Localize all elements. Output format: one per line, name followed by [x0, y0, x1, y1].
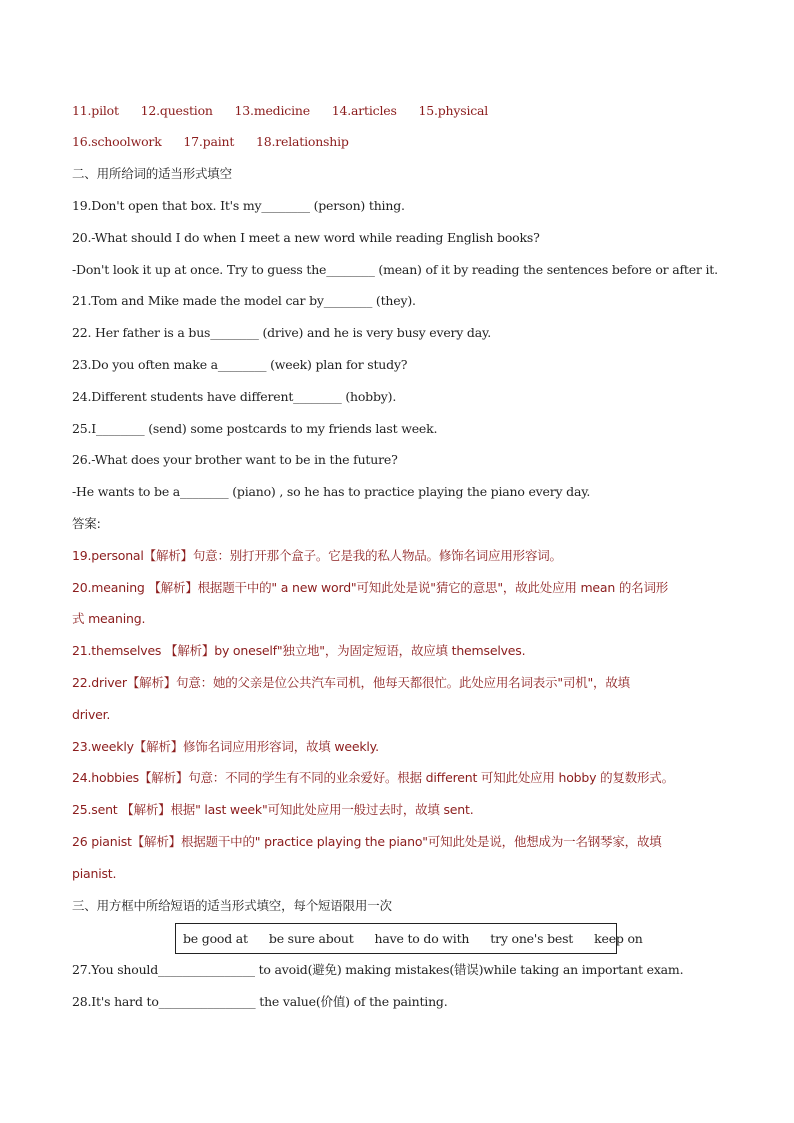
section-heading: 二、用所给词的适当形式填空: [72, 166, 232, 181]
phrase-item: have to do with: [374, 931, 470, 946]
answer-item: 18.relationship: [255, 134, 349, 149]
answer-item: 16.schoolwork: [72, 134, 162, 149]
question-line: 25.I________ (send) some postcards to my friends last week.: [72, 421, 438, 436]
question-line: 20.-What should I do when I meet a new word while reading English books?: [72, 230, 540, 245]
answer-row-1: [72, 103, 732, 119]
phrase-item: try one's best: [490, 931, 574, 946]
answer-item: 12.question: [140, 103, 213, 118]
phrase-box: [175, 923, 643, 954]
answer-item: 14.articles: [331, 103, 397, 118]
explanation-line: 25.sent 【解析】根据" last week"可知此处应用一般过去时，故填 sent.: [72, 802, 474, 817]
question-line: 21.Tom and Mike made the model car by________ (they).: [72, 293, 416, 308]
answer-row-2: [72, 134, 732, 150]
explanation-line: 式 meaning.: [72, 611, 146, 626]
question-line: 24.Different students have different________ (hobby).: [72, 389, 397, 404]
question-line: -Don't look it up at once. Try to guess the________ (mean) of it by reading the sentences before or after it.: [72, 262, 718, 277]
answer-item: 13.medicine: [234, 103, 310, 118]
phrase-item: be sure about: [268, 931, 354, 946]
answer-item: 15.physical: [418, 103, 489, 118]
explanation-line: 23.weekly【解析】修饰名词应用形容词，故填 weekly.: [72, 739, 379, 754]
question-line: 27.You should________________ to avoid(避免) making mistakes(错误)while taking an important exam.: [72, 962, 684, 977]
explanation-line: 22.driver【解析】句意：她的父亲是位公共汽车司机，他每天都很忙。此处应用名词表示"司机"，故填: [72, 675, 630, 690]
answer-item: 17.paint: [183, 134, 235, 149]
explanation-line: pianist.: [72, 866, 117, 881]
question-line: 23.Do you often make a________ (week) plan for study?: [72, 357, 408, 372]
explanation-line: 26 pianist【解析】根据题干中的" practice playing the piano"可知此处是说，他想成为一名钢琴家，故填: [72, 834, 662, 849]
explanation-line: 24.hobbies【解析】句意：不同的学生有不同的业余爱好。根据 different 可知此处应用 hobby 的复数形式。: [72, 770, 674, 785]
question-line: 19.Don't open that box. It's my________ (person) thing.: [72, 198, 405, 213]
phrase-item: be good at: [183, 931, 248, 946]
question-line: -He wants to be a________ (piano) , so he has to practice playing the piano every day.: [72, 484, 591, 499]
explanation-line: 20.meaning 【解析】根据题干中的" a new word"可知此处是说"猜它的意思"，故此处应用 mean 的名词形: [72, 580, 669, 595]
answer-item: 11.pilot: [72, 103, 119, 118]
question-line: 22. Her father is a bus________ (drive) and he is very busy every day.: [72, 325, 491, 340]
section-heading: 三、用方框中所给短语的适当形式填空，每个短语限用一次: [72, 898, 392, 913]
question-line: 26.-What does your brother want to be in the future?: [72, 452, 398, 467]
question-line: 28.It's hard to________________ the value(价值) of the painting.: [72, 994, 448, 1009]
explanation-line: 21.themselves 【解析】by oneself"独立地"，为固定短语，故应填 themselves.: [72, 643, 526, 658]
answer-label: 答案:: [72, 516, 101, 531]
explanation-line: 19.personal【解析】句意：别打开那个盒子。它是我的私人物品。修饰名词应用形容词。: [72, 548, 562, 563]
explanation-line: driver.: [72, 707, 111, 722]
phrase-item: keep on: [594, 931, 643, 946]
